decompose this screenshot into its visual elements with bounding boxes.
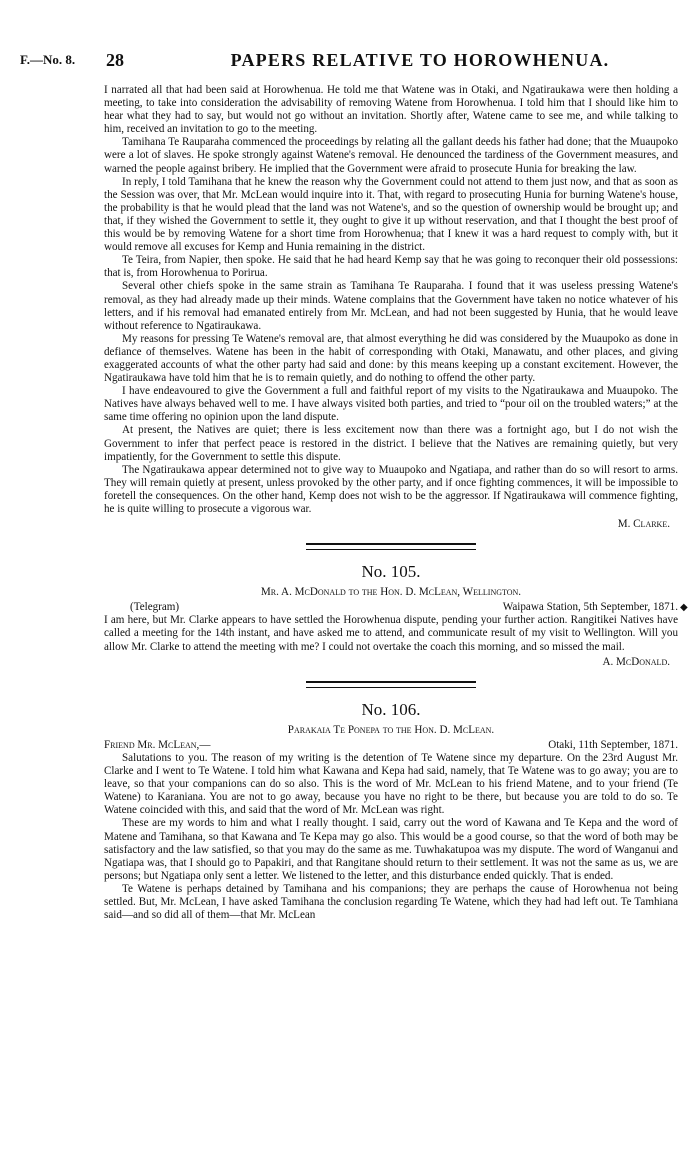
paragraph: Salutations to you. The reason of my writing is the detention of Te Watene since my departure. On the 23rd August Mr. Clarke and I went to Te Watene. I told him what Kawana and Kepa had said, namely, that Te Watene was to go away; you are to leave, so that your companions can do so also. This is the word of Mr. McLean to his friend Matene, and to your friend (Te Watene) to Karaniana. You are not to go away, because you have no right to be there, but because you are told to do so. Te Watene coincided with this, and said that the word of Mr. McLean was right. (104, 751, 678, 817)
section-divider (306, 543, 476, 550)
letter-104-continued (104, 84, 678, 531)
document-body (104, 84, 678, 922)
document-number: No. 106. (361, 699, 421, 719)
page-title: PAPERS RELATIVE TO HOROWHENUA. (230, 50, 610, 70)
dateline: Otaki, 11th September, 1871. (548, 738, 678, 751)
paragraph: In reply, I told Tamihana that he knew the reason why the Government could not attend to them just now, and that as soon as the Session was over, that Mr. McLean would inquire into it. That, with regard to prosecuting Hunia for burning Watene's house, the probability is that he would plead that the land was not Watene's, and so the question of ownership would be brought up; and that, if they wished the Government to settle it, they ought to give it up without reservation, and that I thought the best proof of this would be by removing Watene for a short time from Horowhenua; that I knew it was a hard request to comply with, but it would remove all excuses for Kemp and Hunia remaining in the district. (104, 175, 678, 254)
dateline-row (104, 739, 678, 752)
paragraph: Tamihana Te Rauparaha commenced the proceedings by relating all the gallant deeds his father had done; that the Muaupoko were a lot of slaves. He spoke strongly against Watene's removal. He denounced the tardiness of the Government measures, and warned the people against bribery. He implied that the Government were afraid to prosecute Hunia for breaking the law. (104, 136, 678, 175)
dateline-row (104, 601, 678, 614)
letter-106 (104, 700, 678, 922)
paragraph: Te Teira, from Napier, then spoke. He said that he had heard Kemp say that he was going to reconquer their old possessions: that is, from Horowhenua to Porirua. (104, 254, 678, 280)
document-number: No. 105. (361, 562, 421, 582)
paragraph: These are my words to him and what I really thought. I said, carry out the word of Kawana and Te Kepa and the word of Matene and Tamihana, so that Kawana and Te Kepa may go also. This would be a good course, so that the word of both may be satisfactory and the law satisfied, so that you may do the same as me. Tuwhakatupoa was my dispute. The word of Wanganui and Ngatiapa was, that I should go to Papakiri, and that Rangitane should return to their settlement. It was not the same as us, we are persons; but Ngatiapa only sent a letter. We listened to the letter, and this disturbance ended quickly. That is ended. (104, 817, 678, 882)
document-title: Parakaia Te Ponepa to the Hon. D. McLean. (287, 723, 495, 736)
signature: A. McDonald. (602, 655, 670, 668)
document-title: Mr. A. McDonald to the Hon. D. McLean, Wellington. (260, 586, 522, 599)
paragraph: Several other chiefs spoke in the same strain as Tamihana Te Rauparaha. I found that it was useless pressing Watene's removal, as they had already made up their minds. Watene complains that the Government have taken no notice whatever of his letters, and if his removal had emanated entirely from Mr. McLean, and had not been suggested by Hunia, that he would leave without reference to Ngatiraukawa. (104, 280, 678, 332)
paragraph: I am here, but Mr. Clarke appears to have settled the Horowhenua dispute, pending your further action. Rangitikei Natives have called a meeting for the 14th instant, and have asked me to attend, and communicate result of my visit to Wellington. Will you allow Mr. Clarke to attend the meeting with me? I could not overtake the coach this morning, and so missed the mail. (104, 614, 678, 653)
salutation: Friend Mr. McLean,— (104, 738, 211, 751)
page-header (0, 50, 700, 74)
margin-marker-icon: ◆ (680, 602, 688, 613)
letter-105 (104, 562, 678, 669)
telegram-label: (Telegram) (130, 601, 180, 614)
signature: M. Clarke. (617, 518, 670, 531)
paragraph: The Ngatiraukawa appear determined not to give way to Muaupoko and Ngatiapa, and rather than do so will resort to arms. They will remain quietly at present, unless provoked by the other party, and if once fighting commences, it will be impossible to foretell the consequences. On the other hand, Kemp does not wish to be the aggressor. If Ngatiraukawa will commence fighting, he is quite willing to prosecute a vigorous war. (104, 463, 678, 515)
paragraph: Te Watene is perhaps detained by Tamihana and his companions; they are perhaps the cause of Horowhenua not being settled. But, Mr. McLean, I have asked Tamihana the conclusion regarding Te Watene, which they had had left out. Te Tamhiana said—and so did all of them—that Mr. McLean (104, 882, 678, 922)
paragraph: At present, the Natives are quiet; there is less excitement now than there was a fortnight ago, but I do not wish the Government to infer that perfect peace is restored in the district. I believe that the Natives are remaining quietly, but very impatiently, for the Government to settle this dispute. (104, 424, 678, 463)
paragraph: My reasons for pressing Te Watene's removal are, that almost everything he did was considered by the Muaupoko as done in defiance of themselves. Watene has been in the habit of corresponding with Otaki, Manawatu, and other places, and giving exaggerated accounts of what the other party had said and done: by this means keeping up a constant excitement. However, the Ngatiraukawa have told him that he is to remain quietly, and do nothing to offend the other party. (104, 332, 678, 385)
paragraph: I have endeavoured to give the Government a full and faithful report of my visits to the Ngatiraukawa and Muaupoko. The Natives have always behaved well to me. I have always visited both parties, and tried to “pour oil on the troubled waters;” at the same time offering no opinion upon the land dispute. (104, 385, 678, 424)
page-number: 28 (106, 50, 124, 70)
dateline: Waipawa Station, 5th September, 1871. (502, 601, 678, 614)
paragraph: I narrated all that had been said at Horowhenua. He told me that Watene was in Otaki, and Ngatiraukawa were then holding a meeting, to take into consideration the advisability of removing Watene from Horowhenua. I told him that I should like him to hear what they had to say, but would not go without an invitation. Shortly after, Watene came to see me, and while talking to him, received an invitation to go to the meeting. (104, 84, 678, 136)
document-reference: F.—No. 8. (20, 52, 76, 67)
section-divider (306, 681, 476, 688)
